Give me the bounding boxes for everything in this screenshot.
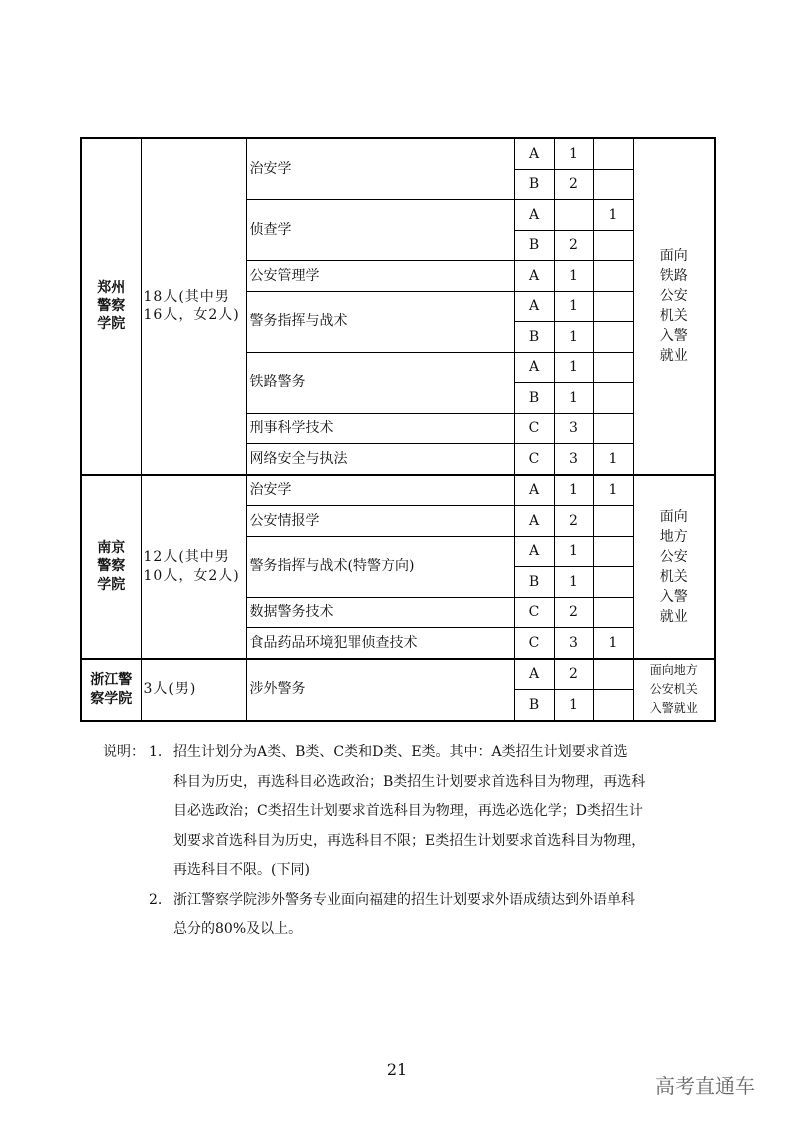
- note-row: [103, 768, 693, 798]
- notes-label: [103, 915, 149, 945]
- employment-note-cell: [633, 138, 715, 475]
- plan-category: A: [514, 352, 554, 383]
- plan-extra-count: [593, 567, 633, 598]
- note-line: 就业: [659, 348, 688, 365]
- notes-label: [103, 768, 149, 798]
- plan-extra-count: [593, 138, 633, 169]
- plan-category: C: [514, 628, 554, 659]
- note-text: 再选科目不限。(下同): [173, 862, 310, 878]
- note-row: [103, 886, 693, 916]
- plan-extra-count: 1: [593, 475, 633, 506]
- plan-count: 1: [554, 352, 593, 383]
- note-line: 入警: [659, 328, 688, 345]
- plan-extra-count: 1: [593, 200, 633, 231]
- table-row: [81, 475, 715, 506]
- note-number: [149, 797, 173, 827]
- major-name: 公安管理学: [246, 261, 514, 292]
- plan-extra-count: [593, 597, 633, 628]
- count-line: 12人(其中男: [143, 549, 230, 566]
- note-line: 机关: [659, 568, 688, 585]
- school-name-line: 郑州: [97, 279, 126, 296]
- plan-count: 1: [554, 138, 593, 169]
- note-text: 目必选政治；C类招生计划要求首选科目为物理，再选必选化学；D类招生计: [173, 803, 643, 819]
- plan-count: 3: [554, 413, 593, 444]
- major-name: 涉外警务: [246, 659, 514, 721]
- plan-extra-count: [593, 230, 633, 261]
- plan-extra-count: 1: [593, 444, 633, 475]
- plan-category: A: [514, 200, 554, 231]
- plan-category: C: [514, 444, 554, 475]
- plan-category: C: [514, 597, 554, 628]
- plan-count: 1: [554, 690, 593, 721]
- plan-count: 1: [554, 475, 593, 506]
- note-line: 公安: [659, 288, 688, 305]
- plan-category: A: [514, 506, 554, 537]
- plan-count: 3: [554, 444, 593, 475]
- plan-count: 1: [554, 261, 593, 292]
- note-row: [103, 856, 693, 886]
- note-number: 1.: [149, 744, 163, 760]
- note-row: [103, 827, 693, 857]
- plan-extra-count: [593, 536, 633, 567]
- notes-section: [103, 738, 693, 945]
- major-name: 网络安全与执法: [246, 444, 514, 475]
- plan-category: B: [514, 690, 554, 721]
- plan-extra-count: 1: [593, 628, 633, 659]
- major-name: 公安情报学: [246, 506, 514, 537]
- note-text: 总分的80%及以上。: [173, 921, 303, 937]
- notes-label: [103, 797, 149, 827]
- note-line: 铁路: [659, 268, 688, 285]
- school-name-line: 南京: [97, 540, 126, 557]
- plan-extra-count: [593, 352, 633, 383]
- plan-category: B: [514, 567, 554, 598]
- plan-category: B: [514, 230, 554, 261]
- note-line: 机关: [659, 308, 688, 325]
- note-number: [149, 768, 173, 798]
- plan-extra-count: [593, 413, 633, 444]
- plan-category: A: [514, 536, 554, 567]
- note-line: 地方: [659, 528, 688, 545]
- note-text: 招生计划分为A类、B类、C类和D类、E类。其中：A类招生计划要求首选: [173, 744, 628, 760]
- plan-count: 1: [554, 536, 593, 567]
- table-row: [81, 659, 715, 690]
- note-line: 入警: [659, 588, 688, 605]
- major-name: 侦查学: [246, 200, 514, 261]
- notes-label: [103, 827, 149, 857]
- major-name: 铁路警务: [246, 352, 514, 413]
- plan-count: 1: [554, 567, 593, 598]
- plan-count: 2: [554, 506, 593, 537]
- notes-label: [103, 856, 149, 886]
- count-line: 18人(其中男: [143, 289, 230, 306]
- note-text: 浙江警察学院涉外警务专业面向福建的招生计划要求外语成绩达到外语单科: [173, 891, 635, 908]
- note-line: 就业: [659, 608, 688, 625]
- plan-extra-count: [593, 291, 633, 322]
- plan-extra-count: [593, 169, 633, 200]
- enrollment-count-cell: [141, 138, 246, 475]
- page-number: 21: [386, 1060, 408, 1079]
- plan-category: A: [514, 261, 554, 292]
- note-number: [149, 827, 173, 857]
- note-text: 科目为历史，再选科目必选政治；B类招生计划要求首选科目为物理，再选科: [173, 773, 646, 790]
- count-line: 10人，女2人): [143, 567, 240, 584]
- plan-count: 2: [554, 659, 593, 690]
- plan-count: 2: [554, 169, 593, 200]
- school-name-line: 警察: [97, 298, 126, 315]
- plan-category: A: [514, 138, 554, 169]
- note-row: [103, 797, 693, 827]
- school-name-line: 察学院: [90, 690, 133, 707]
- count-line: 3人(男): [143, 681, 197, 698]
- school-name-line: 浙江警: [90, 672, 133, 689]
- plan-count: 1: [554, 383, 593, 414]
- plan-count: 2: [554, 230, 593, 261]
- note-line: 面向: [659, 248, 688, 265]
- note-row: [103, 738, 693, 768]
- major-name: 治安学: [246, 138, 514, 200]
- note-number: [149, 856, 173, 886]
- note-line: 面向: [659, 508, 688, 525]
- plan-extra-count: [593, 261, 633, 292]
- enrollment-count-cell: [141, 659, 246, 721]
- plan-category: C: [514, 413, 554, 444]
- plan-count: 3: [554, 628, 593, 659]
- plan-category: B: [514, 322, 554, 353]
- enrollment-plan-table: [80, 137, 716, 722]
- plan-category: A: [514, 291, 554, 322]
- major-name: 治安学: [246, 475, 514, 506]
- note-row: [103, 915, 693, 945]
- notes-label: 说明：: [103, 744, 145, 760]
- plan-count: [554, 200, 593, 231]
- school-name-cell: [81, 659, 141, 721]
- plan-extra-count: [593, 690, 633, 721]
- school-name-line: 警察: [97, 558, 126, 575]
- major-name: 警务指挥与战术: [246, 291, 514, 352]
- plan-category: A: [514, 659, 554, 690]
- note-text: 划要求首选科目为历史，再选科目不限；E类招生计划要求首选科目为物理，: [173, 832, 646, 849]
- employment-note-cell: [633, 659, 715, 721]
- plan-extra-count: [593, 383, 633, 414]
- notes-label: [103, 886, 149, 916]
- major-name: 数据警务技术: [246, 597, 514, 628]
- plan-extra-count: [593, 659, 633, 690]
- plan-count: 1: [554, 322, 593, 353]
- note-line: 公安机关: [649, 682, 698, 696]
- plan-count: 1: [554, 291, 593, 322]
- count-line: 16人，女2人): [143, 307, 240, 324]
- major-name: 食品药品环境犯罪侦查技术: [246, 628, 514, 659]
- school-name-line: 学院: [97, 316, 126, 333]
- note-number: [149, 915, 173, 945]
- enrollment-count-cell: [141, 475, 246, 659]
- plan-extra-count: [593, 322, 633, 353]
- plan-extra-count: [593, 506, 633, 537]
- table-row: [81, 138, 715, 169]
- school-name-line: 学院: [97, 576, 126, 593]
- note-line: 公安: [659, 548, 688, 565]
- school-name-cell: [81, 475, 141, 659]
- school-name-cell: [81, 138, 141, 475]
- major-name: 警务指挥与战术(特警方向): [246, 536, 514, 597]
- note-number: 2.: [149, 891, 163, 908]
- watermark: 高考直通车: [655, 1074, 755, 1098]
- plan-category: A: [514, 475, 554, 506]
- plan-count: 2: [554, 597, 593, 628]
- note-line: 面向地方: [649, 663, 698, 677]
- plan-category: B: [514, 169, 554, 200]
- plan-category: B: [514, 383, 554, 414]
- note-line: 入警就业: [649, 701, 698, 715]
- major-name: 刑事科学技术: [246, 413, 514, 444]
- employment-note-cell: [633, 475, 715, 659]
